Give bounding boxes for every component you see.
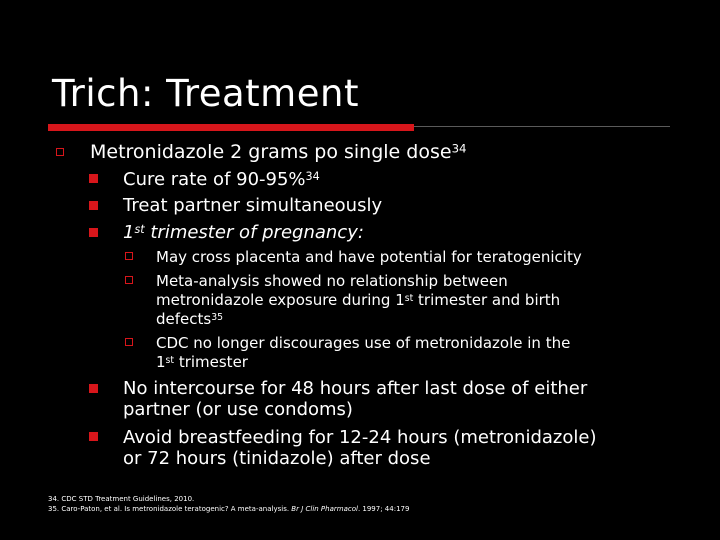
sub-bullet-cdc — [156, 334, 570, 372]
bullet-trimester-ord: 1 — [123, 222, 135, 243]
filled-square-bullet-icon — [89, 384, 98, 393]
bullet-trimester-rest: trimester of pregnancy: — [144, 222, 364, 243]
footnote-35-citation: . 1997; 44:179 — [357, 505, 410, 513]
bullet-cure — [123, 169, 320, 190]
footnote-34: 34. CDC STD Treatment Guidelines, 2010. — [48, 495, 195, 503]
bullet-main-ref: 34 — [451, 141, 467, 156]
bullet-breastfeeding-line1: Avoid breastfeeding for 12-24 hours (metronidazole) — [123, 427, 597, 448]
footnotes — [48, 494, 409, 514]
bullet-breastfeeding — [123, 427, 596, 469]
sub-bullet-meta-analysis — [156, 272, 560, 329]
sub-bullet-meta-line1: Meta-analysis showed no relationship between — [156, 272, 508, 290]
filled-square-bullet-icon — [89, 432, 98, 441]
cdc-line2-sup: st — [165, 354, 175, 366]
filled-square-bullet-icon — [89, 174, 98, 183]
bullet-cure-text: Cure rate of 90-95% — [123, 169, 306, 190]
bullet-main-text: Metronidazole 2 grams po single dose — [90, 141, 452, 163]
meta-line2-sup: st — [404, 292, 414, 304]
slide-title: Trich: Treatment — [52, 72, 359, 115]
filled-square-bullet-icon — [89, 201, 98, 210]
sub-bullet-meta-line3 — [156, 310, 560, 329]
bullet-main — [90, 141, 467, 163]
cdc-line2-rest: trimester — [174, 353, 248, 371]
sub-bullet-placenta: May cross placenta and have potential for teratogenicity — [156, 248, 582, 266]
meta-line2-rest: trimester and birth — [413, 291, 561, 309]
bullet-intercourse-line2: partner (or use condoms) — [123, 399, 353, 420]
meta-line2-text: metronidazole exposure during 1 — [156, 291, 405, 309]
bullet-intercourse-line1: No intercourse for 48 hours after last dose of either — [123, 378, 588, 399]
sub-bullet-cdc-line2 — [156, 353, 570, 372]
cdc-line2-text: 1 — [156, 353, 166, 371]
hollow-square-bullet-icon — [56, 148, 64, 156]
title-underline-red — [48, 124, 414, 131]
bullet-cure-ref: 34 — [305, 169, 320, 183]
bullet-breastfeeding-line2: or 72 hours (tinidazole) after dose — [123, 448, 431, 469]
sub-bullet-meta-line2 — [156, 291, 560, 310]
hollow-square-bullet-icon — [125, 338, 133, 346]
bullet-trimester — [123, 222, 364, 243]
bullet-partner: Treat partner simultaneously — [123, 195, 383, 216]
hollow-square-bullet-icon — [125, 276, 133, 284]
footnote-35-journal: Br J Clin Pharmacol — [291, 505, 358, 513]
meta-line3-ref: 35 — [211, 311, 224, 323]
bullet-intercourse — [123, 378, 587, 420]
hollow-square-bullet-icon — [125, 252, 133, 260]
meta-line3-text: defects — [156, 310, 212, 328]
sub-bullet-cdc-line1: CDC no longer discourages use of metronidazole in the — [156, 334, 571, 352]
filled-square-bullet-icon — [89, 228, 98, 237]
footnote-35-text: 35. Caro-Paton, et al. Is metronidazole teratogenic? A meta-analysis. — [48, 505, 292, 513]
bullet-trimester-sup: st — [134, 222, 145, 236]
footnote-35 — [48, 504, 409, 514]
